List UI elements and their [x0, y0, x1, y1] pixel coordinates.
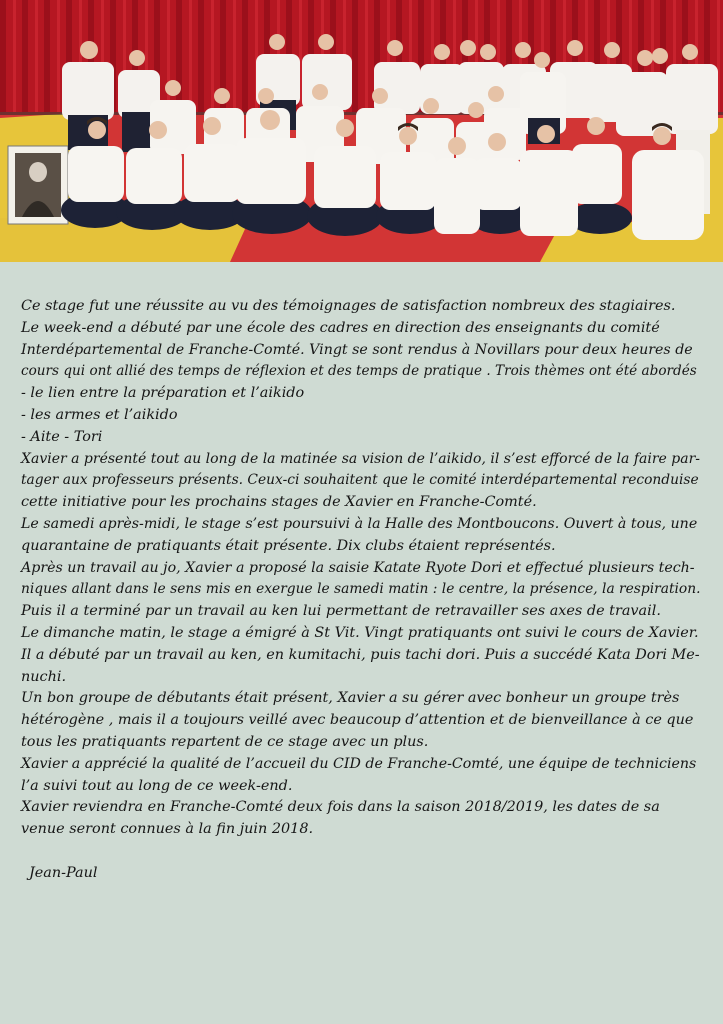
article-text [21, 296, 701, 885]
article-line: Ce stage fut une réussite au vu des témoignages de satisfaction nombreux des stagiaires. [21, 298, 676, 314]
article-line: Un bon groupe de débutants était présent, Xavier a su gérer avec bonheur un groupe très [21, 690, 680, 707]
article-line: Xavier a présenté tout au long de la matinée sa vision de l’aikido, il s’est efforcé de la faire par- [21, 450, 700, 467]
article-line: nuchi. [21, 668, 67, 685]
signature: Jean-Paul [29, 864, 98, 881]
article-line: cette initiative pour les prochains stages de Xavier en Franche-Comté. [21, 494, 537, 511]
article-line: - le lien entre la préparation et l’aikido [21, 385, 305, 402]
article-line: l’a suivi tout au long de ce week-end. [21, 777, 293, 794]
article-line: Interdépartemental de Franche-Comté. Vingt se sont rendus à Novillars pour deux heures de [21, 341, 693, 358]
article-line: Le samedi après-midi, le stage s’est poursuivi à la Halle des Montboucons. Ouvert à tous, une [21, 515, 698, 532]
article-line: Le week-end a débuté par une école des cadres en direction des enseignants du comité [21, 319, 660, 336]
article-line: Après un travail au jo, Xavier a proposé la saisie Katate Ryote Dori et effectué plusieurs tech- [21, 559, 695, 576]
article-line: tager aux professeurs présents. Ceux-ci souhaitent que le comité interdépartemental reconduise [21, 472, 699, 489]
article-line: - Aite - Tori [21, 428, 103, 445]
article-line: Xavier a apprécié la qualité de l’accueil du CID de Franche-Comté, une équipe de techniciens [21, 755, 697, 772]
article-line: Puis il a terminé par un travail au ken lui permettant de retravailler ses axes de travail. [21, 603, 661, 620]
article-line: Xavier reviendra en Franche-Comté deux fois dans la saison 2018/2019, les dates de sa [21, 799, 660, 816]
article-line: tous les pratiquants repartent de ce stage avec un plus. [21, 733, 429, 750]
article-line: niques allant dans le sens mis en exergue le samedi matin : le centre, la présence, la respiration. [21, 581, 701, 598]
article-line: hétérogène , mais il a toujours veillé avec beaucoup d’attention et de bienveillance à ce que [21, 712, 694, 729]
article-line: venue seront connues à la fin juin 2018. [21, 821, 314, 838]
article-line: quarantaine de pratiquants était présente. Dix clubs étaient représentés. [21, 537, 556, 554]
article-line: Le dimanche matin, le stage a émigré à St Vit. Vingt pratiquants ont suivi le cours de Xavier. [21, 624, 699, 641]
group-photo-image [0, 0, 723, 262]
group-photo [0, 0, 723, 262]
article-line: Il a débuté par un travail au ken, en kumitachi, puis tachi dori. Puis a succédé Kata Dori Me- [21, 646, 700, 663]
article-line: cours qui ont allié des temps de réflexion et des temps de pratique . Trois thèmes ont été abordés [21, 363, 697, 380]
article-line: - les armes et l’aikido [21, 406, 178, 423]
spacer [21, 841, 701, 863]
